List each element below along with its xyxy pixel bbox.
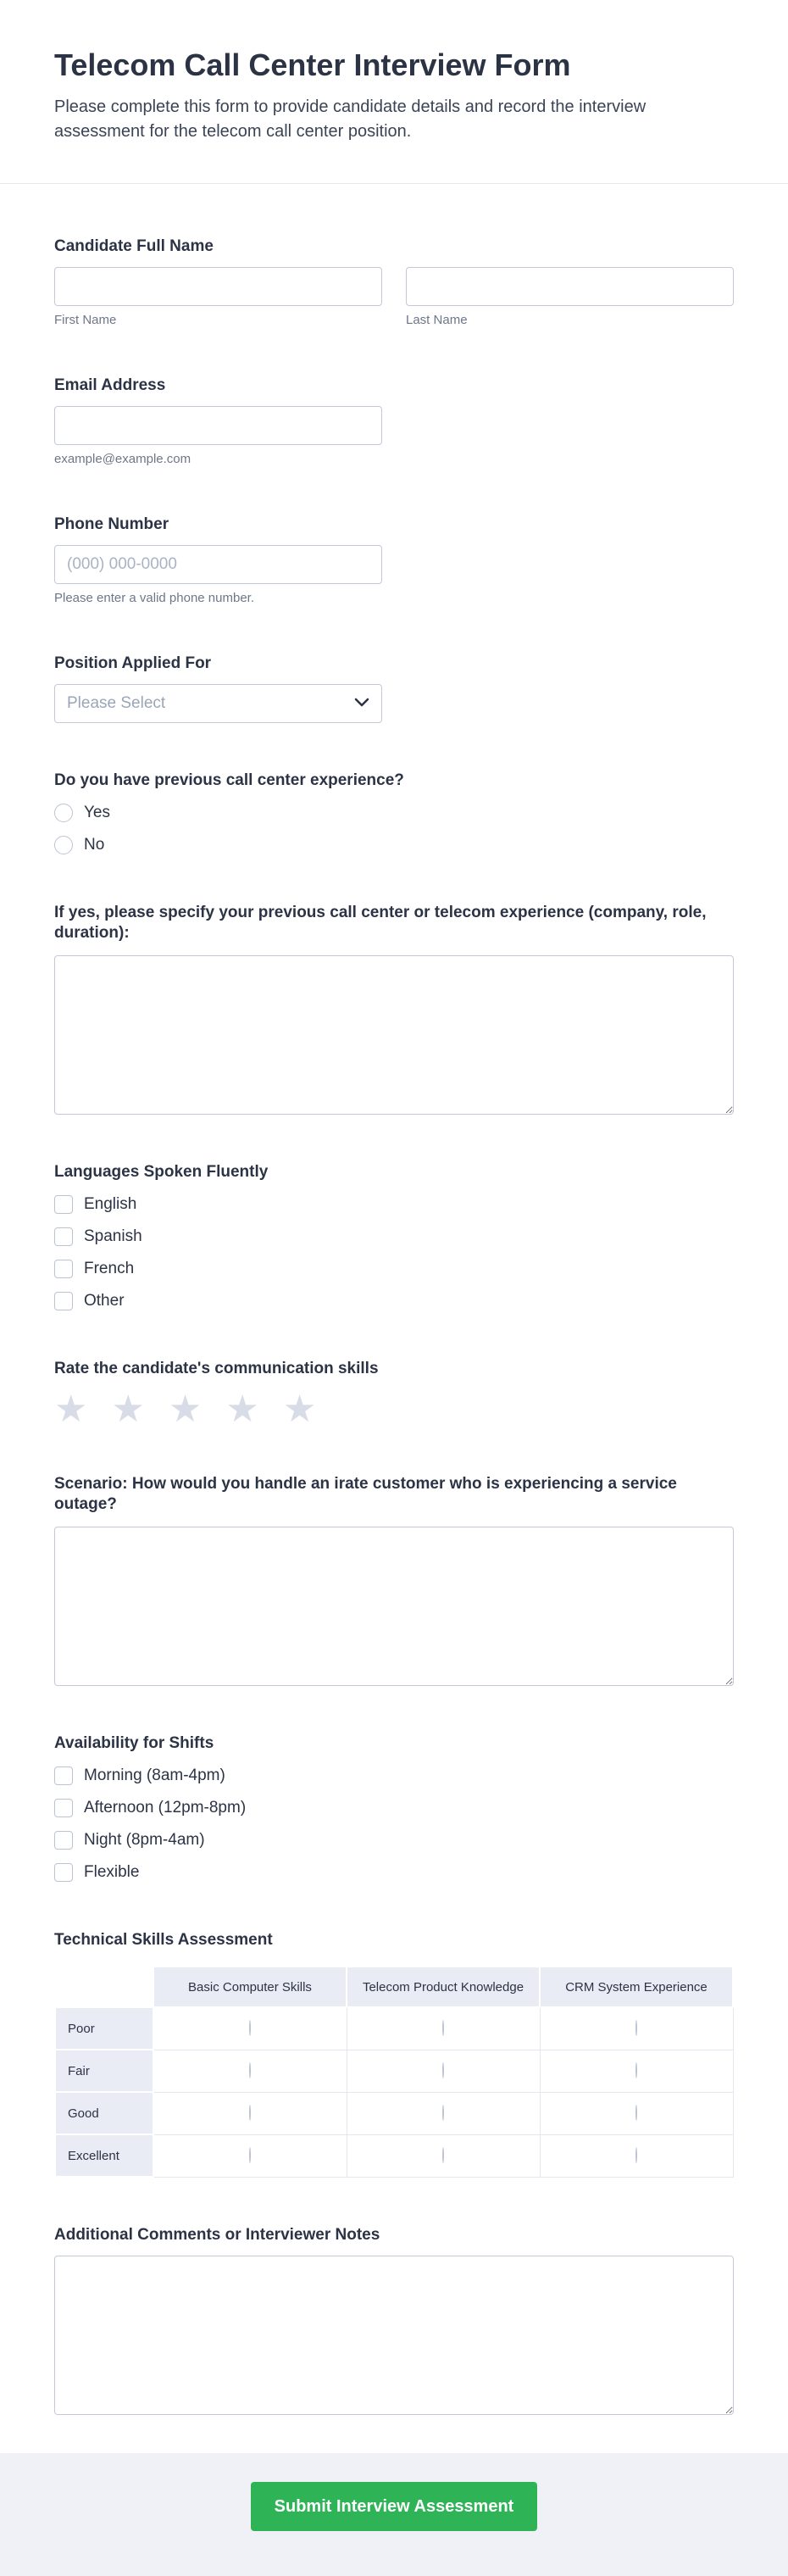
question-experience-details (54, 903, 734, 1115)
checkbox-option-label: Other (84, 1292, 125, 1310)
matrix-radio[interactable] (442, 2147, 444, 2163)
question-skills-matrix (54, 1930, 734, 2178)
position-select[interactable] (54, 684, 382, 723)
question-languages (54, 1162, 734, 1311)
matrix-cell (347, 2007, 540, 2050)
chevron-down-icon (354, 696, 369, 711)
checkbox-option-flexible (54, 1862, 734, 1883)
checkbox[interactable] (54, 1766, 73, 1785)
checkbox[interactable] (54, 1195, 73, 1214)
matrix-cell (540, 2050, 733, 2092)
checkbox[interactable] (54, 1292, 73, 1310)
matrix-row-good (55, 2092, 733, 2134)
checkbox-option-label: Afternoon (12pm-8pm) (84, 1799, 247, 1817)
question-phone (54, 515, 734, 606)
full-name-label: Candidate Full Name (54, 237, 214, 255)
checkbox[interactable] (54, 1863, 73, 1882)
radio-option-yes (54, 803, 734, 823)
matrix-radio[interactable] (249, 2062, 251, 2078)
checkbox-option-label: Flexible (84, 1863, 140, 1881)
matrix-cell (153, 2134, 347, 2177)
radio-button[interactable] (54, 836, 73, 854)
checkbox-option-other (54, 1291, 734, 1311)
submit-bar (0, 2453, 788, 2561)
question-scenario (54, 1474, 734, 1686)
checkbox[interactable] (54, 1831, 73, 1850)
form-body (0, 184, 788, 2453)
matrix-radio[interactable] (635, 2147, 637, 2163)
matrix-row-fair (55, 2050, 733, 2092)
matrix-radio[interactable] (249, 2020, 251, 2036)
checkbox-option-label: Night (8pm-4am) (84, 1831, 205, 1849)
matrix-column-header: CRM System Experience (540, 1967, 733, 2007)
first-name-input[interactable] (54, 267, 382, 306)
matrix-row-label: Poor (55, 2007, 153, 2050)
matrix-radio[interactable] (442, 2105, 444, 2121)
checkbox-option-morning (54, 1766, 734, 1786)
matrix-row-poor (55, 2007, 733, 2050)
comments-textarea[interactable] (54, 2256, 734, 2415)
form-header (0, 0, 788, 184)
star-rating (54, 1388, 734, 1431)
matrix-cell (153, 2050, 347, 2092)
matrix-cell (347, 2134, 540, 2177)
matrix-column-header: Basic Computer Skills (153, 1967, 347, 2007)
email-label: Email Address (54, 376, 166, 394)
matrix-cell (347, 2092, 540, 2134)
radio-option-label: No (84, 836, 105, 854)
star-icon[interactable]: ★ (168, 1388, 203, 1431)
experience-label: Do you have previous call center experience? (54, 771, 404, 789)
first-name-field (54, 267, 382, 328)
phone-input[interactable] (54, 545, 382, 584)
email-input[interactable] (54, 406, 382, 445)
checkbox-option-french (54, 1259, 734, 1279)
checkbox-option-label: English (84, 1195, 137, 1213)
checkbox-option-english (54, 1194, 734, 1215)
form-subtitle: Please complete this form to provide candidate details and record the interview assessment for the telecom call center position. (54, 97, 646, 141)
star-icon[interactable]: ★ (111, 1388, 145, 1431)
radio-option-label: Yes (84, 804, 110, 821)
matrix-cell (540, 2134, 733, 2177)
matrix-radio[interactable] (635, 2105, 637, 2121)
scenario-label: Scenario: How would you handle an irate customer who is experiencing a service outage? (54, 1475, 677, 1513)
communication-rating-label: Rate the candidate's communication skills (54, 1360, 379, 1377)
question-full-name (54, 236, 734, 328)
question-position (54, 654, 734, 723)
star-icon[interactable]: ★ (282, 1388, 317, 1431)
matrix-row-label: Good (55, 2092, 153, 2134)
checkbox-option-night (54, 1830, 734, 1850)
position-select-value: Please Select (67, 694, 166, 712)
comments-label: Additional Comments or Interviewer Notes (54, 2226, 380, 2244)
matrix-cell (153, 2007, 347, 2050)
checkbox-option-spanish (54, 1227, 734, 1247)
submit-button[interactable]: Submit Interview Assessment (251, 2482, 538, 2531)
matrix-cell (540, 2007, 733, 2050)
matrix-radio[interactable] (635, 2020, 637, 2036)
matrix-row-label: Fair (55, 2050, 153, 2092)
name-fields (54, 267, 734, 328)
star-icon[interactable]: ★ (54, 1388, 88, 1431)
checkbox-option-label: Spanish (84, 1227, 142, 1245)
checkbox-option-label: French (84, 1260, 135, 1277)
languages-label: Languages Spoken Fluently (54, 1163, 269, 1181)
matrix-row-excellent (55, 2134, 733, 2177)
star-icon[interactable]: ★ (225, 1388, 259, 1431)
matrix-cell (153, 2092, 347, 2134)
availability-label: Availability for Shifts (54, 1734, 214, 1752)
checkbox[interactable] (54, 1260, 73, 1278)
checkbox[interactable] (54, 1227, 73, 1246)
matrix-row-label: Excellent (55, 2134, 153, 2177)
position-label: Position Applied For (54, 654, 212, 672)
phone-label: Phone Number (54, 515, 169, 533)
last-name-input[interactable] (406, 267, 734, 306)
checkbox-option-label: Morning (8am-4pm) (84, 1766, 225, 1784)
scenario-textarea[interactable] (54, 1527, 734, 1686)
radio-button[interactable] (54, 804, 73, 822)
matrix-column-header: Telecom Product Knowledge (347, 1967, 540, 2007)
experience-details-textarea[interactable] (54, 955, 734, 1115)
matrix-radio[interactable] (249, 2147, 251, 2163)
question-availability (54, 1733, 734, 1883)
skills-matrix-label: Technical Skills Assessment (54, 1931, 273, 1949)
last-name-sublabel: Last Name (406, 313, 468, 327)
radio-option-no (54, 835, 734, 855)
first-name-sublabel: First Name (54, 313, 117, 327)
question-experience (54, 771, 734, 855)
matrix-radio[interactable] (442, 2020, 444, 2036)
experience-details-label: If yes, please specify your previous call center or telecom experience (company, role, duration): (54, 904, 707, 942)
matrix-radio[interactable] (635, 2062, 637, 2078)
question-comments (54, 2225, 734, 2415)
checkbox[interactable] (54, 1799, 73, 1817)
matrix-cell (347, 2050, 540, 2092)
email-sublabel: example@example.com (54, 452, 191, 466)
matrix-cell (540, 2092, 733, 2134)
question-email (54, 376, 734, 467)
question-communication-rating (54, 1359, 734, 1431)
matrix-radio[interactable] (249, 2105, 251, 2121)
phone-sublabel: Please enter a valid phone number. (54, 591, 254, 605)
matrix-header-row (55, 1967, 733, 2007)
page-title: Telecom Call Center Interview Form (54, 47, 571, 82)
matrix-radio[interactable] (442, 2062, 444, 2078)
last-name-field (406, 267, 734, 328)
matrix-corner-cell (55, 1967, 153, 2007)
skills-matrix-table (54, 1966, 734, 2178)
checkbox-option-afternoon (54, 1798, 734, 1818)
